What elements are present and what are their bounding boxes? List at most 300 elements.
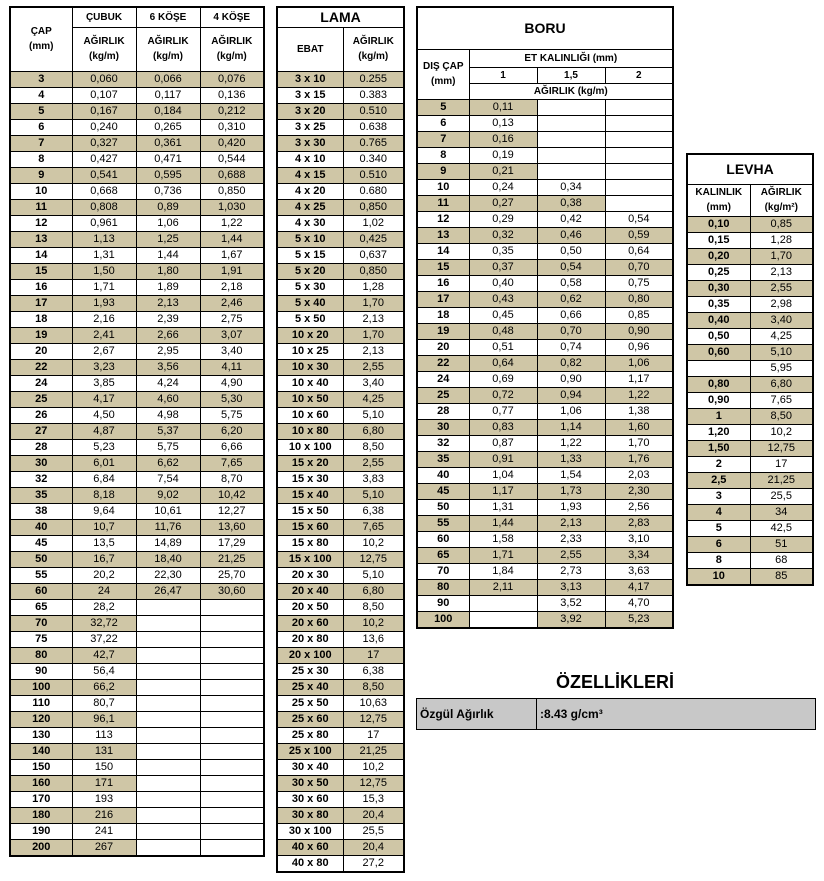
cubuk-cell: 1,91 [200,263,264,279]
boru-cell: 0,40 [469,275,537,291]
boru-cell: 1,04 [469,467,537,483]
levha-cell: 5,95 [750,360,813,376]
lama-cell: 20 x 50 [277,599,343,615]
boru-cell: 14 [417,243,469,259]
lama-cell: 10 x 50 [277,391,343,407]
boru-row [417,547,673,563]
cubuk-cell [200,711,264,727]
boru-cell: 90 [417,595,469,611]
levha-cell: 1,50 [687,440,750,456]
boru-cell: 1,06 [605,355,673,371]
levha-cell: 1,28 [750,232,813,248]
cubuk-cell: 42,7 [72,647,136,663]
thickness-1-5: 1,5 [537,67,605,83]
lama-cell: 6,38 [343,503,404,519]
cubuk-row [10,375,264,391]
levha-cell: 7,65 [750,392,813,408]
boru-cell: 70 [417,563,469,579]
lama-cell: 8,50 [343,439,404,455]
lama-cell: 5,10 [343,567,404,583]
boru-cell: 13 [417,227,469,243]
boru-row [417,115,673,131]
cubuk-cell [136,711,200,727]
boru-cell: 1,06 [537,403,605,419]
lama-cell: 27,2 [343,855,404,872]
cubuk-cell: 0,420 [200,135,264,151]
levha-row [687,504,813,520]
cubuk-row [10,119,264,135]
lama-cell: 4 x 20 [277,183,343,199]
lama-cell: 0.638 [343,119,404,135]
boru-cell: 1,22 [537,435,605,451]
boru-cell: 2,56 [605,499,673,515]
boru-cell: 12 [417,211,469,227]
cubuk-cell: 3,23 [72,359,136,375]
cubuk-row [10,743,264,759]
boru-cell: 1,71 [469,547,537,563]
boru-cell: 0,59 [605,227,673,243]
agirlik-header: AĞIRLIK (kg/m) [72,27,136,71]
boru-cell [537,163,605,179]
levha-row [687,232,813,248]
levha-row [687,520,813,536]
cubuk-cell: 3 [10,71,72,87]
lama-cell: 20 x 100 [277,647,343,663]
ozellikler-row [416,698,816,730]
lama-cell: 0.340 [343,151,404,167]
levha-cell: 34 [750,504,813,520]
cubuk-cell: 80 [10,647,72,663]
lama-cell: 8,50 [343,679,404,695]
boru-cell: 3,10 [605,531,673,547]
cubuk-cell: 1,06 [136,215,200,231]
levha-row [687,376,813,392]
agirlik-header: AĞIRLIK (kg/m²) [750,184,813,216]
cubuk-cell: 6,66 [200,439,264,455]
boru-cell: 1,76 [605,451,673,467]
lama-row [277,823,404,839]
cubuk-cell: 28,2 [72,599,136,615]
cubuk-row [10,439,264,455]
lama-cell: 5 x 30 [277,279,343,295]
cubuk-cell: 4,60 [136,391,200,407]
cubuk-cell [136,759,200,775]
cubuk-cell: 5,23 [72,439,136,455]
ozgul-agirlik-value: :8.43 g/cm³ [540,707,603,721]
boru-cell: 3,52 [537,595,605,611]
boru-cell: 3,63 [605,563,673,579]
cubuk-cell [200,695,264,711]
boru-cell [469,595,537,611]
dis-cap-header: DIŞ ÇAP (mm) [417,49,469,99]
lama-cell: 3 x 20 [277,103,343,119]
lama-title: LAMA [277,7,404,27]
cubuk-cell: 6,84 [72,471,136,487]
boru-cell: 40 [417,467,469,483]
levha-row [687,536,813,552]
lama-row [277,743,404,759]
lama-cell: 0.510 [343,167,404,183]
cubuk-cell: 0,89 [136,199,200,215]
boru-cell: 0,70 [605,259,673,275]
levha-cell: 0,80 [687,376,750,392]
lama-cell: 10 x 40 [277,375,343,391]
cubuk-row [10,247,264,263]
boru-cell: 10 [417,179,469,195]
lama-row [277,391,404,407]
boru-row [417,419,673,435]
levha-cell: 0,85 [750,216,813,232]
cubuk-cell: 0,736 [136,183,200,199]
boru-cell: 0,32 [469,227,537,243]
levha-cell: 0,50 [687,328,750,344]
lama-cell: 12,75 [343,551,404,567]
boru-cell: 2,13 [537,515,605,531]
cubuk-cell: 2,75 [200,311,264,327]
boru-cell: 0,48 [469,323,537,339]
cubuk-cell: 30 [10,455,72,471]
levha-cell: 42,5 [750,520,813,536]
boru-cell [469,611,537,628]
levha-row [687,552,813,568]
cubuk-cell: 19 [10,327,72,343]
boru-row [417,163,673,179]
lama-cell: 15 x 30 [277,471,343,487]
cubuk-cell: 3,56 [136,359,200,375]
cubuk-cell: 9,64 [72,503,136,519]
levha-cell: 51 [750,536,813,552]
cubuk-cell: 21,25 [200,551,264,567]
lama-cell: 7,65 [343,519,404,535]
cubuk-row [10,567,264,583]
lama-row [277,455,404,471]
cubuk-cell: 4,87 [72,423,136,439]
levha-cell: 2,55 [750,280,813,296]
boru-cell: 0,77 [469,403,537,419]
cubuk-cell: 20 [10,343,72,359]
lama-cell: 20 x 40 [277,583,343,599]
boru-cell: 50 [417,499,469,515]
cubuk-row [10,711,264,727]
cubuk-cell: 24 [10,375,72,391]
cubuk-cell: 10,7 [72,519,136,535]
cubuk-row [10,279,264,295]
lama-cell: 10 x 100 [277,439,343,455]
boru-row [417,195,673,211]
lama-cell: 3,40 [343,375,404,391]
boru-row [417,291,673,307]
levha-cell: 1,20 [687,424,750,440]
levha-cell: 85 [750,568,813,585]
boru-cell: 0,66 [537,307,605,323]
cubuk-cell: 1,93 [72,295,136,311]
boru-row [417,259,673,275]
agirlik-header: AĞIRLIK (kg/m) [200,27,264,71]
boru-cell: 19 [417,323,469,339]
lama-row [277,199,404,215]
cubuk-cell: 5,37 [136,423,200,439]
cubuk-cell: 4,50 [72,407,136,423]
levha-row [687,344,813,360]
lama-cell: 25 x 60 [277,711,343,727]
lama-row [277,279,404,295]
boru-cell: 0,90 [537,371,605,387]
levha-row [687,248,813,264]
cubuk-row [10,695,264,711]
levha-row [687,488,813,504]
boru-cell: 60 [417,531,469,547]
boru-cell: 0,46 [537,227,605,243]
cubuk-cell: 0,107 [72,87,136,103]
ebat-header: EBAT [277,27,343,71]
levha-cell: 4 [687,504,750,520]
cubuk-cell: 5 [10,103,72,119]
boru-row [417,515,673,531]
cubuk-cell: 10 [10,183,72,199]
levha-cell: 2,13 [750,264,813,280]
boru-cell [537,115,605,131]
boru-cell: 1,73 [537,483,605,499]
boru-cell: 2,33 [537,531,605,547]
boru-cell: 3,13 [537,579,605,595]
cubuk-row [10,615,264,631]
cubuk-cell: 30,60 [200,583,264,599]
et-kalinligi-header: ET KALINLIĞI (mm) [469,49,673,67]
cubuk-cell: 13,5 [72,535,136,551]
cubuk-cell [136,631,200,647]
cubuk-row [10,199,264,215]
cubuk-cell: 56,4 [72,663,136,679]
boru-cell: 2,83 [605,515,673,531]
cubuk-cell: 9 [10,167,72,183]
levha-row [687,408,813,424]
lama-row [277,663,404,679]
cubuk-cell: 170 [10,791,72,807]
boru-cell: 0,70 [537,323,605,339]
cubuk-row [10,791,264,807]
boru-agirlik-header: AĞIRLIK (kg/m) [469,83,673,99]
lama-cell: 10 x 20 [277,327,343,343]
boru-cell: 0,54 [537,259,605,275]
cubuk-cell: 113 [72,727,136,743]
boru-cell: 100 [417,611,469,628]
boru-row [417,467,673,483]
levha-table [686,153,814,586]
boru-row [417,323,673,339]
lama-cell: 5,10 [343,487,404,503]
boru-cell: 25 [417,387,469,403]
boru-row [417,179,673,195]
cubuk-cell: 0,850 [200,183,264,199]
levha-row [687,328,813,344]
lama-row [277,711,404,727]
boru-cell: 16 [417,275,469,291]
lama-row [277,647,404,663]
cubuk-cell: 8,70 [200,471,264,487]
lama-cell: 2,13 [343,343,404,359]
boru-cell: 0,29 [469,211,537,227]
boru-row [417,563,673,579]
lama-row [277,839,404,855]
levha-cell: 6 [687,536,750,552]
boru-row [417,611,673,628]
levha-row [687,392,813,408]
cubuk-cell: 190 [10,823,72,839]
cubuk-cell: 10,42 [200,487,264,503]
cubuk-cell: 0,961 [72,215,136,231]
cubuk-cell [136,823,200,839]
boru-row [417,387,673,403]
levha-cell: 2,98 [750,296,813,312]
agirlik-header: AĞIRLIK (kg/m) [136,27,200,71]
boru-cell: 5,23 [605,611,673,628]
cubuk-cell: 0,471 [136,151,200,167]
boru-cell: 2,73 [537,563,605,579]
lama-cell: 20 x 80 [277,631,343,647]
cubuk-cell: 241 [72,823,136,839]
cubuk-cell: 0,808 [72,199,136,215]
cubuk-cell: 0,327 [72,135,136,151]
cubuk-cell: 1,13 [72,231,136,247]
cubuk-cell: 0,240 [72,119,136,135]
lama-row [277,247,404,263]
lama-cell: 15,3 [343,791,404,807]
cubuk-cell: 32,72 [72,615,136,631]
boru-row [417,99,673,115]
boru-row [417,579,673,595]
boru-cell: 0,91 [469,451,537,467]
cubuk-cell: 5,75 [136,439,200,455]
lama-cell: 10 x 25 [277,343,343,359]
lama-cell: 21,25 [343,743,404,759]
lama-cell: 3 x 10 [277,71,343,87]
boru-table [416,6,674,629]
cubuk-cell: 2,46 [200,295,264,311]
lama-cell: 1,70 [343,295,404,311]
levha-cell: 8 [687,552,750,568]
boru-cell: 55 [417,515,469,531]
cubuk-cell: 0,060 [72,71,136,87]
levha-cell: 0,35 [687,296,750,312]
lama-cell: 40 x 60 [277,839,343,855]
boru-cell: 17 [417,291,469,307]
boru-cell: 65 [417,547,469,563]
cubuk-cell: 1,71 [72,279,136,295]
lama-cell: 10,2 [343,535,404,551]
cubuk-cell: 140 [10,743,72,759]
boru-cell: 0,45 [469,307,537,323]
boru-cell: 1,14 [537,419,605,435]
cubuk-cell [200,839,264,856]
boru-cell: 6 [417,115,469,131]
levha-cell: 5 [687,520,750,536]
lama-cell: 30 x 100 [277,823,343,839]
cubuk-row [10,391,264,407]
cubuk-cell: 150 [72,759,136,775]
boru-row [417,339,673,355]
cap-header: ÇAP (mm) [10,7,72,71]
boru-cell: 22 [417,355,469,371]
cubuk-cell: 3,40 [200,343,264,359]
boru-cell: 1,17 [469,483,537,499]
boru-row [417,483,673,499]
cubuk-row [10,87,264,103]
lama-row [277,183,404,199]
cubuk-cell: 0,066 [136,71,200,87]
levha-cell [687,360,750,376]
levha-cell: 0,30 [687,280,750,296]
cubuk-cell: 14 [10,247,72,263]
cubuk-cell: 8,18 [72,487,136,503]
cubuk-cell: 0,668 [72,183,136,199]
levha-cell: 0,10 [687,216,750,232]
cubuk-cell: 16 [10,279,72,295]
lama-cell: 0,425 [343,231,404,247]
levha-cell: 12,75 [750,440,813,456]
lama-cell: 6,38 [343,663,404,679]
cubuk-cell [200,679,264,695]
cubuk-row [10,343,264,359]
cubuk-cell: 6 [10,119,72,135]
lama-row [277,215,404,231]
cubuk-cell: 200 [10,839,72,856]
cubuk-cell: 55 [10,567,72,583]
boru-cell: 1,93 [537,499,605,515]
lama-row [277,855,404,872]
boru-cell: 0,72 [469,387,537,403]
cubuk-cell: 1,44 [136,247,200,263]
boru-cell: 4,17 [605,579,673,595]
cubuk-cell: 4,11 [200,359,264,375]
boru-cell: 1,33 [537,451,605,467]
cubuk-cell: 6,01 [72,455,136,471]
levha-row [687,216,813,232]
boru-cell: 1,58 [469,531,537,547]
cubuk-cell: 0,212 [200,103,264,119]
levha-cell: 0,15 [687,232,750,248]
boru-cell: 0,58 [537,275,605,291]
lama-cell: 17 [343,647,404,663]
cubuk-cell: 4,90 [200,375,264,391]
lama-cell: 15 x 50 [277,503,343,519]
lama-cell: 1,02 [343,215,404,231]
boru-cell: 0,38 [537,195,605,211]
boru-cell [537,131,605,147]
cubuk-row [10,263,264,279]
cubuk-cell: 1,25 [136,231,200,247]
cubuk-cell [200,727,264,743]
lama-row [277,759,404,775]
boru-cell: 18 [417,307,469,323]
lama-cell: 0.255 [343,71,404,87]
boru-cell: 0,74 [537,339,605,355]
lama-cell: 30 x 40 [277,759,343,775]
boru-cell: 0,16 [469,131,537,147]
cubuk-cell: 7,54 [136,471,200,487]
boru-row [417,355,673,371]
cubuk-row [10,807,264,823]
levha-cell: 0,20 [687,248,750,264]
cubuk-row [10,455,264,471]
lama-row [277,519,404,535]
cubuk-cell: 0,265 [136,119,200,135]
cubuk-cell: 27 [10,423,72,439]
boru-cell: 24 [417,371,469,387]
cubuk-cell: 13 [10,231,72,247]
boru-row [417,227,673,243]
boru-cell [537,147,605,163]
cubuk-cell: 1,89 [136,279,200,295]
